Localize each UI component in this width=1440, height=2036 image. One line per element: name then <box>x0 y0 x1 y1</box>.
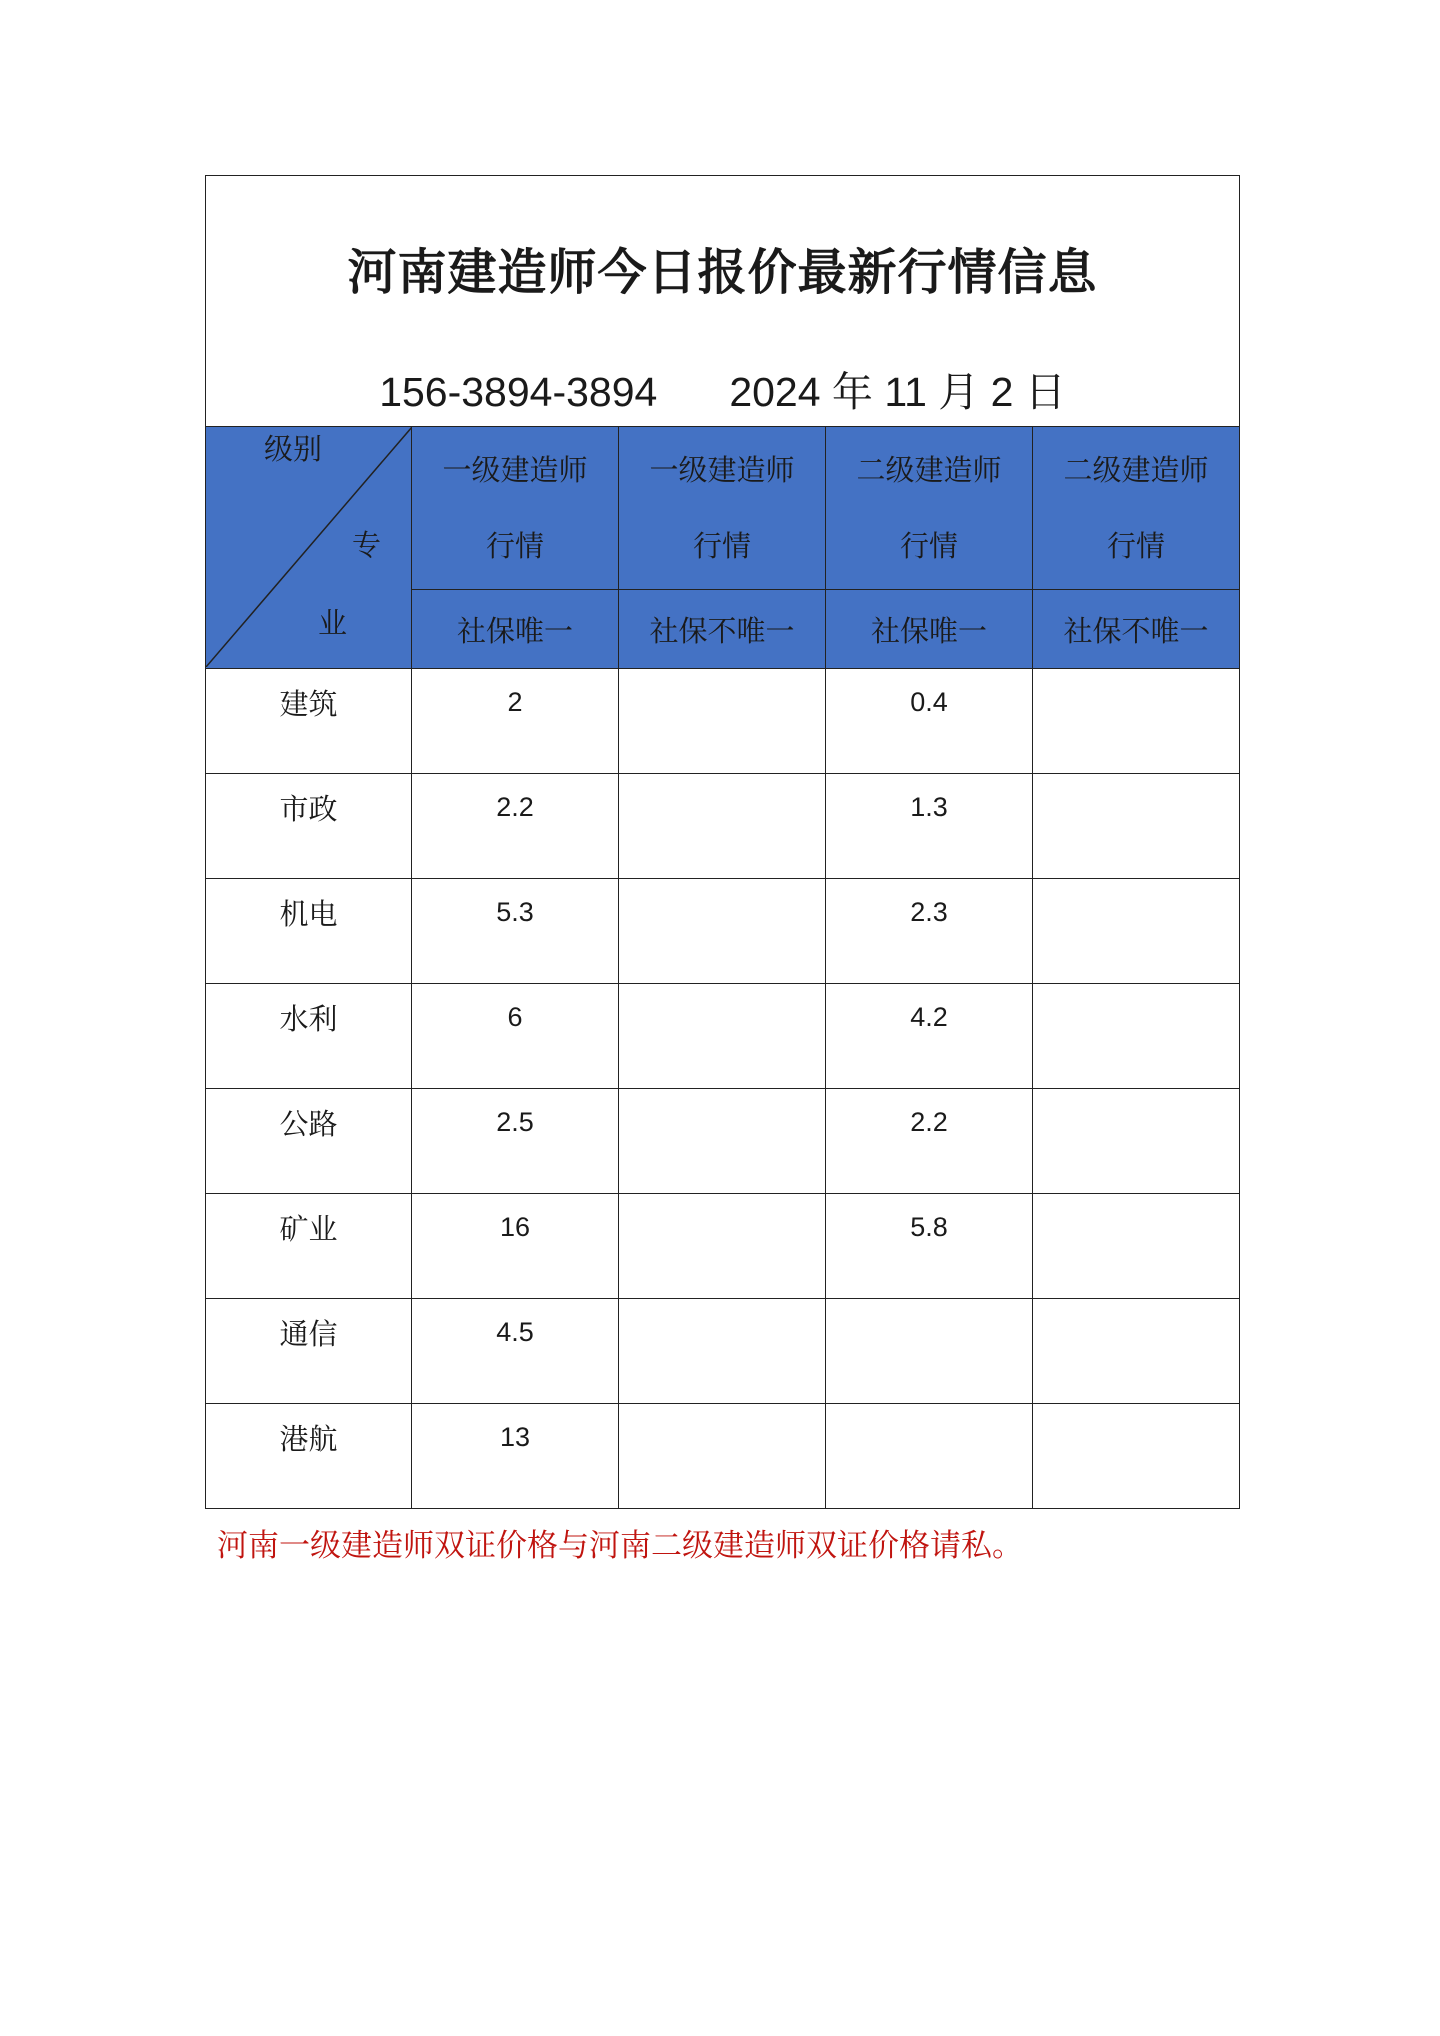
price-cell <box>1033 1089 1240 1194</box>
major-label: 港航 <box>279 1421 338 1456</box>
major-cell <box>206 669 412 774</box>
table-row <box>206 1089 1240 1194</box>
price-value: 13 <box>499 1421 531 1452</box>
price-cell <box>1033 1404 1240 1509</box>
major-label: 通信 <box>279 1316 338 1351</box>
price-cell <box>412 774 619 879</box>
price-cell <box>619 1299 826 1404</box>
price-table <box>205 175 1240 1509</box>
price-cell <box>826 984 1033 1089</box>
table-row <box>206 879 1240 984</box>
major-label: 机电 <box>279 896 338 931</box>
column-subheader-1: 社保唯一 <box>412 590 619 669</box>
major-label: 水利 <box>279 1001 338 1036</box>
column-header-line1: 一级建造师 <box>442 453 588 487</box>
subtitle <box>206 359 1239 418</box>
title-cell <box>206 176 1240 427</box>
major-label: 市政 <box>279 791 338 826</box>
price-cell <box>1033 984 1240 1089</box>
price-cell <box>412 1194 619 1299</box>
corner-label-level: 级别 <box>264 432 323 466</box>
price-value: 5.8 <box>910 1211 948 1242</box>
price-cell <box>1033 669 1240 774</box>
price-cell <box>412 879 619 984</box>
phone-number: 156-3894-3894 <box>379 369 658 415</box>
price-cell <box>619 1089 826 1194</box>
column-header-line2: 行情 <box>485 529 544 563</box>
price-value: 2 <box>507 686 523 717</box>
major-label: 公路 <box>279 1106 338 1141</box>
table-row <box>206 1194 1240 1299</box>
column-header-line2: 行情 <box>1107 529 1166 563</box>
price-cell <box>412 984 619 1089</box>
price-cell <box>619 774 826 879</box>
table-row <box>206 1404 1240 1509</box>
price-cell <box>826 1404 1033 1509</box>
price-value: 4.5 <box>496 1316 534 1347</box>
table-row <box>206 1299 1240 1404</box>
column-header-line1: 二级建造师 <box>856 453 1002 487</box>
price-cell <box>619 1404 826 1509</box>
table-row <box>206 774 1240 879</box>
column-subheader-4: 社保不唯一 <box>1033 590 1240 669</box>
table-row <box>206 669 1240 774</box>
major-cell <box>206 1089 412 1194</box>
major-cell <box>206 984 412 1089</box>
major-cell <box>206 1299 412 1404</box>
price-cell <box>1033 774 1240 879</box>
table-row <box>206 984 1240 1089</box>
quote-date: 2024 年 11 月 2 日 <box>729 369 1066 415</box>
price-value: 6 <box>507 1001 523 1032</box>
column-subheader-3: 社保唯一 <box>826 590 1033 669</box>
price-value: 0.4 <box>910 686 948 717</box>
price-cell <box>619 1194 826 1299</box>
price-cell <box>826 669 1033 774</box>
corner-header <box>206 427 412 669</box>
price-cell <box>826 1194 1033 1299</box>
column-subheader-2: 社保不唯一 <box>619 590 826 669</box>
price-cell <box>1033 879 1240 984</box>
price-cell <box>619 879 826 984</box>
price-cell <box>1033 1299 1240 1404</box>
major-cell <box>206 879 412 984</box>
price-cell <box>412 1089 619 1194</box>
footnote: 河南一级建造师双证价格与河南二级建造师双证价格请私。 <box>217 1528 1023 1564</box>
price-cell <box>826 774 1033 879</box>
price-value: 2.2 <box>496 791 534 822</box>
column-header-line2: 行情 <box>692 529 751 563</box>
price-value: 1.3 <box>910 791 948 822</box>
price-cell <box>826 1089 1033 1194</box>
column-header-3 <box>826 427 1033 590</box>
price-cell <box>1033 1194 1240 1299</box>
page-title: 河南建造师今日报价最新行情信息 <box>347 244 1098 301</box>
column-header-2 <box>619 427 826 590</box>
corner-label-major-1: 专 <box>352 528 382 562</box>
price-cell <box>619 669 826 774</box>
price-value: 2.3 <box>910 896 948 927</box>
price-value: 4.2 <box>910 1001 948 1032</box>
price-value: 16 <box>499 1211 531 1242</box>
price-value: 2.5 <box>496 1106 534 1137</box>
column-header-4 <box>1033 427 1240 590</box>
column-header-line2: 行情 <box>899 529 958 563</box>
price-cell <box>412 1299 619 1404</box>
price-cell <box>619 984 826 1089</box>
major-label: 建筑 <box>279 686 338 721</box>
column-header-line1: 二级建造师 <box>1063 453 1209 487</box>
price-value: 2.2 <box>910 1106 948 1137</box>
price-cell <box>826 1299 1033 1404</box>
price-cell <box>412 1404 619 1509</box>
major-cell <box>206 774 412 879</box>
column-header-1 <box>412 427 619 590</box>
price-value: 5.3 <box>496 896 534 927</box>
column-header-line1: 一级建造师 <box>649 453 795 487</box>
major-label: 矿业 <box>279 1211 338 1246</box>
corner-label-major-2: 业 <box>318 606 348 640</box>
major-cell <box>206 1194 412 1299</box>
major-cell <box>206 1404 412 1509</box>
price-cell <box>412 669 619 774</box>
price-cell <box>826 879 1033 984</box>
